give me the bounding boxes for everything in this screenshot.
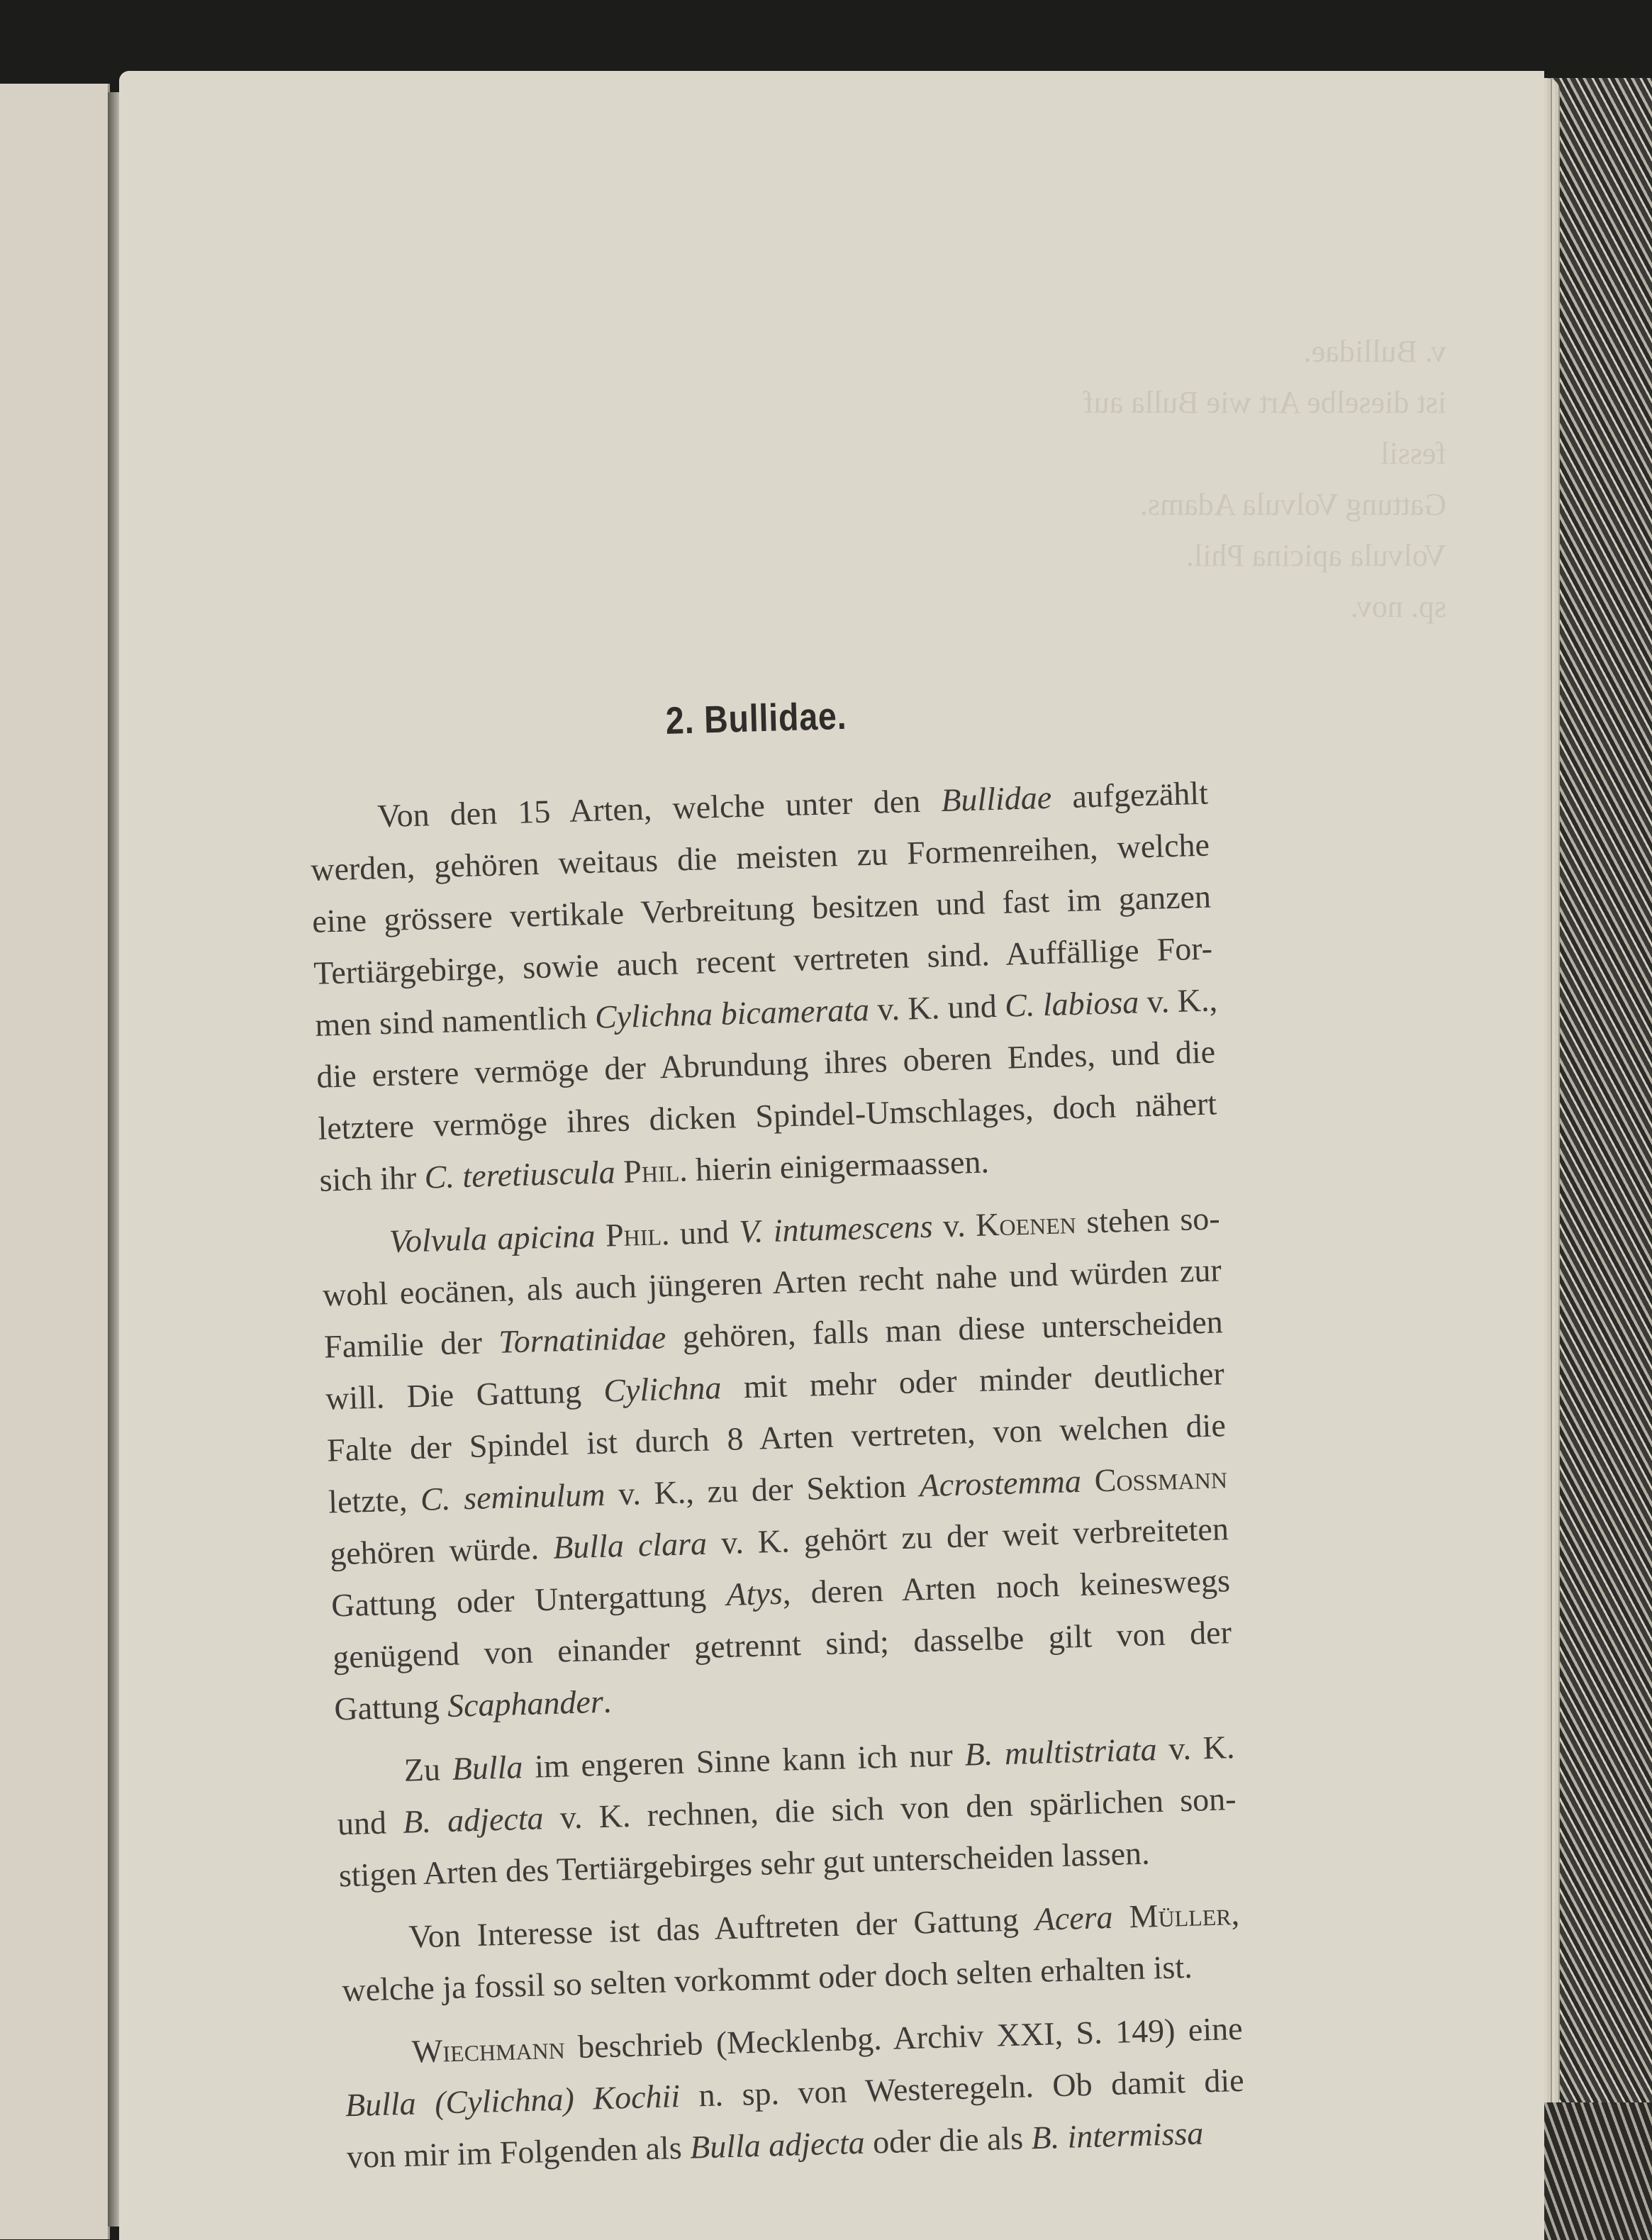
text-line: letzte, C. seminulum v. K., zu der Sektion Acrostemma Cossmann xyxy=(328,1459,1228,1520)
text-line: Tertiärgebirge, sowie auch recent vertreten sind. Auffällige For- xyxy=(313,930,1213,991)
show-through-line: ist dieselbe Art wie Bulla auf xyxy=(1083,385,1446,420)
italic-term: Cylichna bicamerata xyxy=(594,991,870,1035)
text-line: Gattung Scaphander. xyxy=(333,1683,612,1727)
text-line: werden, gehören weitaus die meisten zu Formenreihen, welche xyxy=(310,826,1210,888)
author-name: Wiechmann xyxy=(411,2029,566,2070)
text-line: stigen Arten des Tertiärgebirges sehr gut unterscheiden lassen. xyxy=(338,1834,1151,1894)
italic-term: Cylichna xyxy=(603,1369,722,1409)
show-through-text xyxy=(737,326,1446,709)
text-line: Von den 15 Arten, welche unter den Bullidae aufgezählt xyxy=(376,774,1209,835)
text-line: Von Interesse ist das Auftreten der Gattung Acera Müller, xyxy=(408,1895,1240,1955)
author-name: Koenen xyxy=(975,1203,1077,1243)
italic-term: C. teretiuscula xyxy=(423,1154,616,1196)
text-line: Zu Bulla im engeren Sinne kann ich nur B. multistriata v. K. xyxy=(403,1729,1236,1788)
body-text xyxy=(308,767,1246,2183)
text-line: welche ja fossil so selten vorkommt oder doch selten erhalten ist. xyxy=(341,1948,1193,2009)
italic-term: Atys xyxy=(725,1574,783,1612)
show-through-line: Gattung Volvula Adams. xyxy=(1139,487,1446,522)
text-line: men sind namentlich Cylichna bicamerata v. K. und C. labiosa v. K., xyxy=(314,981,1218,1043)
text-line: sich ihr C. teretiuscula Phil. hierin einigermaassen. xyxy=(318,1143,990,1198)
italic-term: Bulla adjecta xyxy=(689,2124,866,2166)
page-content xyxy=(306,684,1246,2195)
italic-term: Acera xyxy=(1034,1898,1114,1937)
text-line: gehören würde. Bulla clara v. K. gehört zu der weit verbreiteten xyxy=(329,1510,1229,1572)
italic-term: Bulla xyxy=(451,1749,524,1787)
author-name: Müller xyxy=(1128,1895,1232,1935)
italic-term: Tornatinidae xyxy=(498,1319,666,1360)
text-line: wohl eocänen, als auch jüngeren Arten recht nahe und würden zur xyxy=(322,1252,1222,1313)
paragraph xyxy=(335,1721,1239,1901)
text-line: Familie der Tornatinidae gehören, falls man diese unterscheiden xyxy=(323,1303,1224,1365)
show-through-line: Volvula apicina Phil. xyxy=(1185,538,1446,573)
italic-term: C. seminulum xyxy=(420,1476,606,1517)
italic-term: B. intermissa xyxy=(1030,2114,1204,2156)
italic-term: Volvula apicina xyxy=(389,1217,596,1260)
text-line: genügend von einander getrennt sind; dasselbe gilt von der xyxy=(332,1614,1232,1676)
italic-term: Scaphander xyxy=(447,1683,604,1724)
text-line: letztere vermöge ihres dicken Spindel-Umschlages, doch nähert xyxy=(317,1085,1217,1147)
text-line: Falte der Spindel ist durch 8 Arten vertreten, von welchen die xyxy=(326,1407,1227,1469)
show-through-line: fessil xyxy=(1380,436,1446,471)
left-page-edge xyxy=(0,84,110,2239)
italic-term: B. multistriata xyxy=(964,1731,1158,1773)
italic-term: Bulla (Cylichna) Kochii xyxy=(345,2078,681,2124)
text-line: eine grössere vertikale Verbreitung besitzen und fast im ganzen xyxy=(311,878,1212,940)
show-through-line: sp. nov. xyxy=(1350,589,1446,624)
italic-term: C. labiosa xyxy=(1004,984,1139,1024)
paragraph xyxy=(343,2002,1246,2183)
italic-term: Acrostemma xyxy=(918,1462,1082,1504)
text-line: Gattung oder Untergattung Atys, deren Arten noch keineswegs xyxy=(330,1562,1231,1624)
text-line: Volvula apicina Phil. und V. intumescens v. Koenen stehen so- xyxy=(389,1200,1221,1260)
paragraph xyxy=(320,1192,1234,1734)
italic-term: Bullidae xyxy=(940,779,1052,819)
text-line: Wiechmann beschrieb (Mecklenbg. Archiv XXI, S. 149) eine xyxy=(411,2010,1244,2070)
gutter-shadow xyxy=(108,92,119,2227)
italic-term: V. intumescens xyxy=(738,1208,934,1250)
paragraph xyxy=(340,1888,1241,2016)
author-name: Cossmann xyxy=(1093,1459,1228,1499)
italic-term: B. adjecta xyxy=(402,1800,545,1840)
text-line: von mir im Folgenden als Bulla adjecta oder die als B. intermissa xyxy=(346,2114,1204,2175)
author-name: Phil. xyxy=(623,1152,688,1190)
italic-term: Bulla clara xyxy=(552,1525,708,1566)
show-through-line: v. Bullidae. xyxy=(1303,334,1446,369)
text-line: Bulla (Cylichna) Kochii n. sp. von Westeregeln. Ob damit die xyxy=(345,2061,1245,2124)
text-line: und B. adjecta v. K. rechnen, die sich von den spärlichen son- xyxy=(337,1780,1237,1842)
paragraph xyxy=(308,767,1219,1206)
text-line: will. Die Gattung Cylichna mit mehr oder minder deutlicher xyxy=(325,1355,1225,1417)
author-name: Phil. xyxy=(605,1215,671,1254)
text-line: die erstere vermöge der Abrundung ihres oberen Endes, und die xyxy=(316,1033,1216,1095)
section-heading: 2. Bullidae. xyxy=(665,694,848,742)
